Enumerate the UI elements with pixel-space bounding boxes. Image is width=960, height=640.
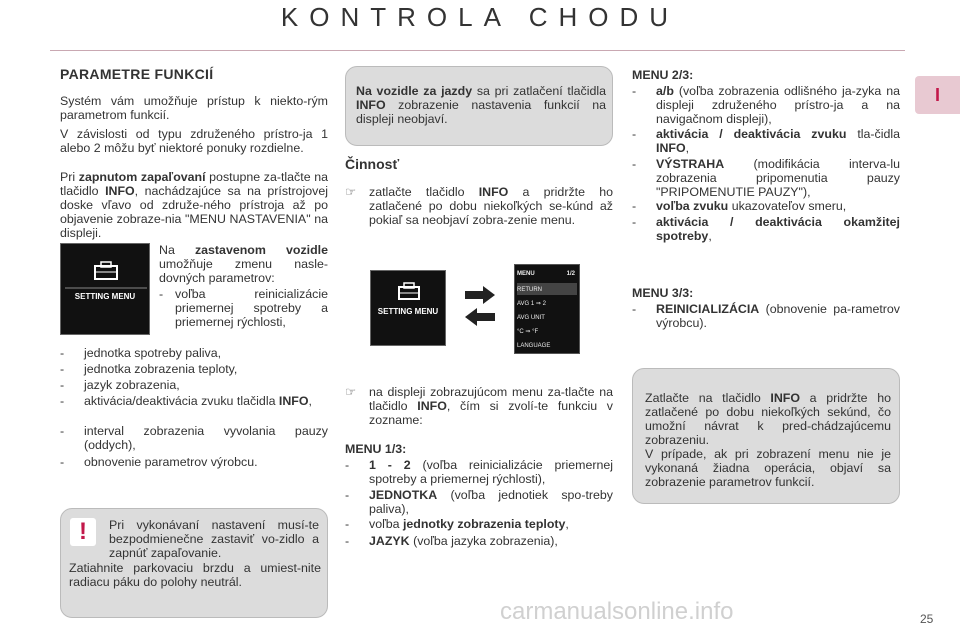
list-item: - voľba jednotky zobrazenia teploty, [345,517,569,531]
menu3-title: MENU 3/3: [632,286,694,300]
variant-paragraph: V závislosti od typu združeného prístro-ja 1 alebo 2 môžu byť niektoré ponuky rozdielne. [60,127,328,155]
list-item: - jednotka zobrazenia teploty, [60,362,238,376]
list-item: - obnovenie parametrov výrobcu. [60,455,258,469]
setting-menu-image [60,243,150,335]
list-item: - 1 - 2 (voľba reinicializácie priemernej spotreby a priemernej rýchlosti), [345,458,614,486]
menu-display-row: AVG 1 ⇒ 2 [517,301,546,307]
menu-display-header: MENU 1/2 [517,271,575,277]
return-note-text: Zatlačte na tlačidlo INFO a pridržte ho zatlačené po dobu niekoľkých sekúnd, čo umožní návrat k pred-chádzajúcemu zobrazeniu. [645,391,891,447]
header-divider [50,50,905,51]
driving-note-box [345,66,613,146]
list-item: - jednotka spotreby paliva, [60,346,222,360]
setting-menu-image-2 [370,270,446,346]
menu-display-row: AVG UNIT [517,315,545,321]
list-item: - aktivácia/deaktivácia zvuku tlačidla INFO, [60,394,312,408]
list-item: - aktivácia / deaktivácia zvuku tla-čidla INFO, [632,127,901,155]
setting-menu-label: SETTING MENU [74,292,136,301]
page-title: KONTROLA CHODU [280,2,680,32]
watermark: carmanualsonline.info [500,598,734,625]
list-item: - a/b (voľba zobrazenia odlišného ja-zyka na displeji združeného prístro-ja a na navigačnom displeji), [632,84,900,126]
pointing-hand-icon: ☞ [345,385,357,399]
stationary-paragraph: Na zastavenom vozidle umožňuje zmenu nasle-dovných parametrov: [159,243,328,285]
warning-box [60,508,328,618]
page-number: 25 [920,612,934,626]
section-heading: PARAMETRE FUNKCIÍ [60,66,214,82]
list-item: - voľba reinicializácie priemernej spotreby a priemernej rýchlosti, [159,287,328,329]
list-item: - interval zobrazenia vyvolania pauzy (oddych), [60,424,328,452]
setting-menu-label: SETTING MENU [377,307,439,316]
menu-display-row: °C ⇒ °F [517,329,539,335]
list-item: - VÝSTRAHA (modifikácia interva-lu zobrazenia pripomenutia pauzy "PRIPOMENUTIE PAUZY"), [632,157,900,199]
menu-display-row: LANGUAGE [517,343,551,349]
chapter-tab[interactable]: I [915,76,960,114]
warning-icon: ! [70,518,96,546]
arrow-right-icon [465,286,495,304]
timeout-note-text: V prípade, ak pri zobrazení menu nie je vykonaná žiadna operácia, objaví sa zobrazenie parametrov funkcií. [645,447,891,489]
driving-note-text: Na vozidle za jazdy sa pri zatlačení tlačidla INFO zobrazenie nastavenia funkcií na displeji neobjaví. [356,84,606,126]
list-item: - jazyk zobrazenia, [60,378,180,392]
return-note-box [632,368,900,504]
list-item: ☞ na displeji zobrazujúcom menu za-tlačte na tlačidlo INFO, čím si zvolí-te funkciu v zozname: [345,385,613,427]
intro-paragraph: Systém vám umožňuje prístup k niekto-rým parametrom funkcií. [60,94,328,122]
menu2-title: MENU 2/3: [632,68,694,82]
pointing-hand-icon: ☞ [345,185,357,199]
menu-display-row: RETURN [517,283,577,295]
list-item: ☞ zatlačte tlačidlo INFO a pridržte ho zatlačené po dobu niekoľkých se-kúnd až pokiaľ sa neobjaví zobra-zenie menu. [345,185,613,227]
list-item: - JAZYK (voľba jazyka zobrazenia), [345,534,558,548]
list-item: - REINICIALIZÁCIA (obnovenie pa-rametrov výrobcu). [632,302,900,330]
operation-heading: Činnosť [345,156,400,172]
arrow-left-icon [465,308,495,326]
list-item: - voľba zvuku ukazovateľov smeru, [632,199,847,213]
menu-display-image [514,264,580,354]
ignition-paragraph: Pri zapnutom zapaľovaní postupne za-tlačte na tlačidlo INFO, nachádzajúce sa na prístrojovej doske vľavo od združe-ného prístroja až po objavenie zobraze-nia "MENU NASTAVENIA" na displeji. [60,170,328,240]
warning-text: Pri vykonávaní nastavení musí-te bezpodmienečne zastaviť vo-zidlo a zapnúť zapaľovanie. [109,518,319,560]
list-item: - aktivácia / deaktivácia okamžitej spotreby, [632,215,900,243]
warning-text-2: Zatiahnite parkovaciu brzdu a umiest-nite radiacu páku do polohy neutrál. [69,561,321,589]
menu1-title: MENU 1/3: [345,442,407,456]
list-item: - JEDNOTKA (voľba jednotiek spo-treby paliva), [345,488,613,516]
